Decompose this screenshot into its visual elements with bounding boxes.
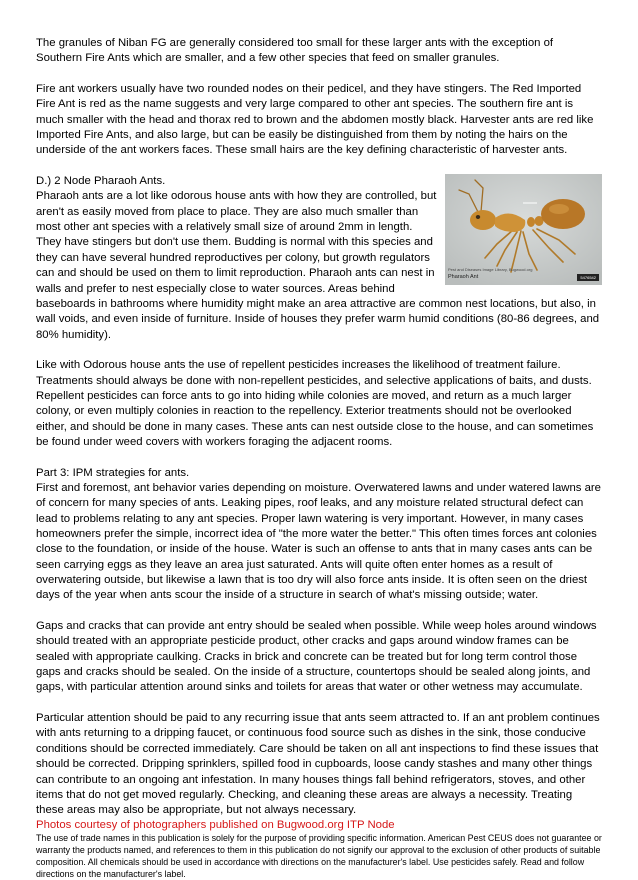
paragraph-pharaoh-ants: Pharaoh ants are a lot like odorous house ants with how they are controlled, but aren't as easily moved from place to place. They are also much smaller than most other ant species with a relatively small size of around 2mm in length. They have stingers but don't use them. Budding is normal with this species and they can have several hundred reproductives per colony, but growth regulators can and should be used on them to limit reproduction. Pharaoh ants can nest in walls and prefer to nest especially close to water sources. Areas behind baseboards in bathrooms where humidity might make an area attractive are common nest locations, but also, in wall voids, and even inside of furniture. Inside of houses they prefer warm humid conditions (80-86 degrees, and 80% humidity). [36,190,600,341]
legal-disclaimer: The use of trade names in this publication is solely for the purpose of providing specific information. American Pest CEUS does not guarantee or warranty the products named, and references to them in this publication do not signify our approval to the exclusion of other products of suitable composition. All chemicals should be used in accordance with directions on the manufacturer's label. Use pesticides safely. Read and follow directions on the manufacturer's label. [36,832,602,880]
photo-id-badge: 5476542 [577,274,599,281]
paragraph-recurring-issues: Particular attention should be paid to any recurring issue that ants seem attracted to. If an ant problem continues with ants returning to a dripping faucet, or continuous food source such as dishes in the sink, those conducive conditions should be corrected immediately. Care should be taken on all ant inspections to find these issues that should be corrected. Dripping sprinklers, spilled food in cupboards, loose candy stashes and many other things can contribute to an ongoing ant infestation. In many houses things fall behind refrigerators, stoves, and other items that do not get moved regularly. Checking, and cleaning these areas are always a necessity. Treating these areas may also be appropriate, but not always necessary. [36,712,600,817]
paragraph-gaps-cracks: Gaps and cracks that can provide ant entry should be sealed when possible. While weep holes around windows should treated with an appropriate pesticide product, other cracks and gaps around window frames can be sealed with appropriate caulking. Cracks in brick and concrete can be treated but for long term control those gaps and cracks should be sealed. On the inside of a structure, countertops should be sealed along joints, and gaps, with particular attention around sinks and toilets for areas that water or other wetness may accumulate. [36,620,597,694]
paragraph-fire-ants: Fire ant workers usually have two rounded nodes on their pedicel, and they have stingers. The Red Imported Fire Ant is red as the name suggests and very large compared to other ant species. The southern fire ant is much smaller with the head and thorax red to brown and the abdomen mostly black. Harvester ants are red like Imported Fire Ants, and also large, but can be easily be distinguished from them by noting the hairs on the underside of the ant workers faces. These small hairs are the key defining characteristic of harvester ants. [36,83,594,157]
pharaoh-section [36,174,602,343]
paragraph-niban-granules: The granules of Niban FG are generally considered too small for these larger ants with the exception of Southern Fire Ants which are smaller, and a few other species that feed on smaller granules. [36,37,554,65]
photo-source-caption: Pest and Diseases Image Library, Bugwood.org [448,267,533,273]
paragraph-ipm-moisture: First and foremost, ant behavior varies depending on moisture. Overwatered lawns and under watered lawns are of concern for many species of ants. Leaking pipes, roof leaks, and any moisture related structural defect can lead to problems relating to any ant species. Proper lawn watering is very important. However, in many cases homeowners prefer the simple, incorrect idea of "the more water the better." This often times forces ant colonies close to the foundation, or inside of the house. Water is such an offense to ants that in many cases ants can be seen carrying eggs as they leave an area just saturated. Ants will quite often enter homes as a result of overwatering outside, but likewise a lawn that is too dry will also force ants inside. It is often seen on the driest days of the year when ants scour the inside of a structure in search of what's missing outside; water. [36,481,601,602]
document-page [36,36,602,880]
photo-species-label: Pharaoh Ant [448,274,479,281]
part3-heading: Part 3: IPM strategies for ants. [36,466,190,479]
pharaoh-ant-photo [445,174,602,285]
photo-credit: Photos courtesy of photographers published on Bugwood.org ITP Node [36,818,395,831]
paragraph-repellent-pesticides: Like with Odorous house ants the use of repellent pesticides increases the likelihood of treatment failure. Treatments should always be done with non-repellent pesticides, and selective applications of baits, and dusts. Repellent pesticides can force ants to go into hiding while colonies are moved, and return as a much larger colony, or even multiply colonies in reaction to the repellency. Exterior treatments should not be overlooked either, and should be done in many cases. These ants can nest outside close to the house, and can sometimes be found under weed covers with workers foraging the adjacent rooms. [36,359,594,448]
pharaoh-heading: D.) 2 Node Pharaoh Ants. [36,175,166,188]
